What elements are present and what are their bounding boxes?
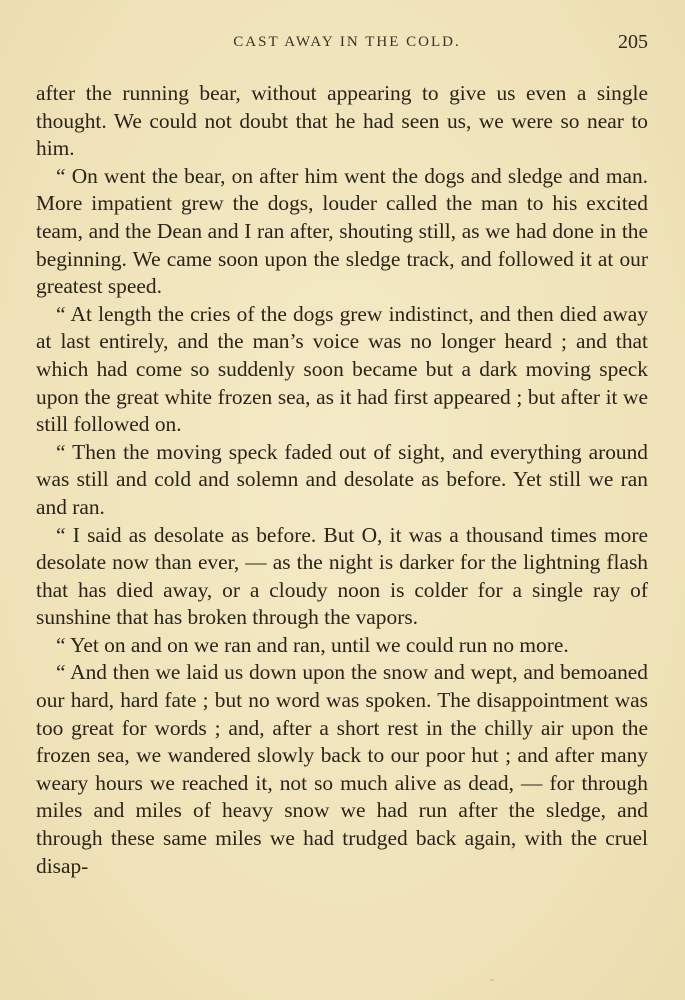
page-blemish: ⌄ [488,973,496,983]
paragraph: “ Then the moving speck faded out of sight, and everything around was still and cold and solemn and desolate as before. Yet still we ran and ran. [36,439,648,519]
body-text [36,80,648,880]
paragraph: “ I said as desolate as before. But O, it was a thousand times more desolate now than ever, — as the night is darker for the lightning flash that has died away, or a cloudy noon is colder for a single ray of sunshine that has broken through the vapors. [36,522,648,630]
page-header [36,31,648,58]
paragraph: after the running bear, without appearing to give us even a single thought. We could not doubt that he had seen us, we were so near to him. [36,81,648,161]
paragraph: “ At length the cries of the dogs grew indistinct, and then died away at last entirely, and the man’s voice was no longer heard ; and that which had come so suddenly soon became but a dark moving speck upon the great white frozen sea, as it had first appeared ; but after it we still followed on. [36,301,648,437]
paragraph: “ Yet on and on we ran and ran, until we could run no more. [56,632,569,657]
running-head: CAST AWAY IN THE COLD. [233,34,461,50]
paragraph: “ And then we laid us down upon the snow and wept, and bemoaned our hard, hard fate ; but no word was spoken. The disappointment was too great for words ; and, after a short rest in the chilly air upon the frozen sea, we wandered slowly back to our poor hut ; and after many weary hours we reached it, not so much alive as dead, — for through miles and miles of heavy snow we had run after the sledge, and through these same miles we had trudged back again, with the cruel disap- [36,660,648,878]
paragraph: “ On went the bear, on after him went the dogs and sledge and man. More impatient grew the dogs, louder called the man to his excited team, and the Dean and I ran after, shouting still, as we had done in the beginning. We came soon upon the sledge track, and followed it at our greatest speed. [36,163,648,299]
page-number: 205 [618,31,648,53]
